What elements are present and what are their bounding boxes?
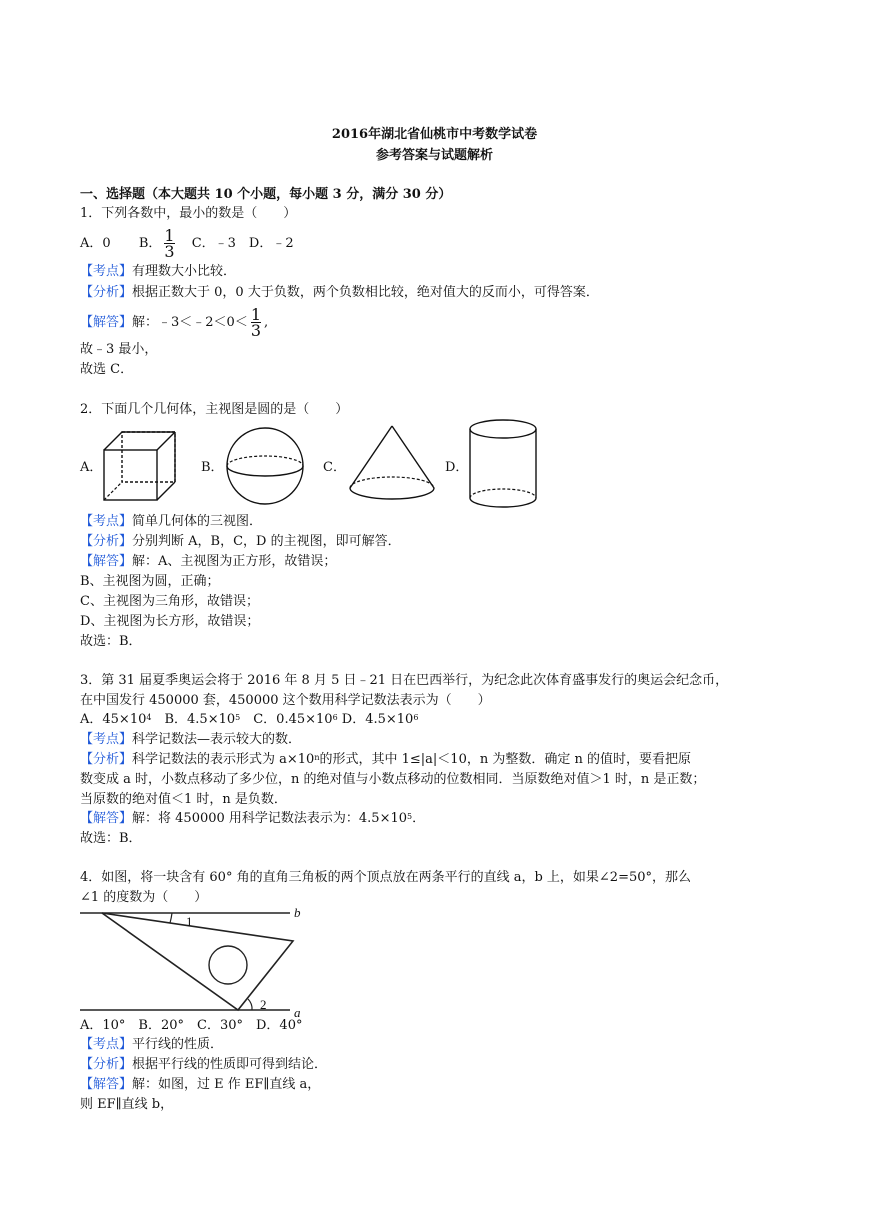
q3-answer xyxy=(80,810,425,828)
q1-option-a: A．0 xyxy=(80,236,111,251)
q3-analysis-line2: 数变成 a 时，小数点移动了多少位，n 的绝对值与小数点移动的位数相同．当原数绝对值＞1 时，n 是正数； xyxy=(80,772,706,787)
ruler-hole xyxy=(209,946,247,984)
q1-answer-fraction xyxy=(250,305,262,340)
q1-answer xyxy=(80,307,268,339)
q3-exp-d: 6 xyxy=(413,713,419,722)
q4-stem-line1: 4．如图，将一块含有 60° 角的直角三角板的两个顶点放在两条平行的直线 a，b 上，如果∠2=50°，那么 xyxy=(80,870,692,885)
point-tag: 【考点】 xyxy=(80,264,133,279)
q3-option-d: D．4.5×10 xyxy=(337,712,414,727)
q1-line3: 故选 C． xyxy=(80,362,134,377)
analysis-tag: 【分析】 xyxy=(80,534,133,549)
q4-analysis-text: 根据平行线的性质即可得到结论． xyxy=(132,1057,328,1072)
q3-option-c: C．0.45×10 xyxy=(240,712,333,727)
q3-stem-line1: 3．第 31 届夏季奥运会将于 2016 年 8 月 5 日﹣21 日在巴西举行，为纪念此次体育盛事发行的奥运会纪念币， xyxy=(80,673,729,688)
q3-answer-text: 解：将 450000 用科学记数法表示为：4.5×10 xyxy=(132,811,408,826)
triangle-ruler-figure xyxy=(80,905,310,1020)
angle-1-label: 1 xyxy=(186,914,193,929)
cone-figure xyxy=(347,424,437,504)
analysis-tag: 【分析】 xyxy=(80,285,133,300)
angle-2-label: 2 xyxy=(260,997,267,1012)
q3-answer-end: ． xyxy=(412,811,426,826)
q3-option-a: A．45×10 xyxy=(80,712,147,727)
q2-point-text: 简单几何体的三视图． xyxy=(132,514,263,529)
q1-answer-comma: , xyxy=(264,315,269,330)
q3-options xyxy=(80,711,418,729)
q3-exp-c: 6 xyxy=(332,713,338,722)
q3-analysis-text-cont: 的形式，其中 1≤|a|＜10，n 为整数．确定 n 的值时，要看把原 xyxy=(319,752,691,767)
q1-point-text: 有理数大小比较． xyxy=(132,264,237,279)
q2-analysis-text: 分别判断 A，B，C，D 的主视图，即可解答． xyxy=(132,534,401,549)
q3-exp-b: 5 xyxy=(235,713,241,722)
q1-answer-text: 解：﹣3＜﹣2＜0＜ xyxy=(132,315,248,330)
q1-option-b: B． xyxy=(138,236,162,251)
q1-point xyxy=(80,263,236,281)
q2-line-d: D、主视图为长方形，故错误； xyxy=(80,614,260,629)
q4-answer xyxy=(80,1076,320,1094)
q2-label-b: B． xyxy=(201,460,224,475)
q2-line-c: C、主视图为三角形，故错误； xyxy=(80,594,259,609)
q2-answer xyxy=(80,553,336,571)
answer-tag: 【解答】 xyxy=(80,811,133,826)
q4-point-text: 平行线的性质． xyxy=(132,1037,224,1052)
q3-analysis-text: 科学记数法的表示形式为 a×10 xyxy=(132,752,315,767)
q3-option-b: B．4.5×10 xyxy=(151,712,236,727)
answer-tag: 【解答】 xyxy=(80,1077,133,1092)
q3-conclusion: 故选：B． xyxy=(80,831,142,846)
analysis-tag: 【分析】 xyxy=(80,752,133,767)
q1-fraction xyxy=(164,226,175,261)
q1-analysis-text: 根据正数大于 0，0 大于负数，两个负数相比较，绝对值大的反而小，可得答案． xyxy=(132,285,599,300)
q2-line-b: B、主视图为圆，正确； xyxy=(80,574,220,589)
document-title: 2016年湖北省仙桃市中考数学试卷 xyxy=(331,127,538,142)
q3-analysis-exp: n xyxy=(314,753,320,762)
q1-stem: 1．下列各数中，最小的数是（ ） xyxy=(80,206,297,221)
q3-analysis-line3: 当原数的绝对值＜1 时，n 是负数． xyxy=(80,792,287,807)
q1-options xyxy=(80,228,294,260)
frac-denominator: 3 xyxy=(250,321,262,340)
q2-label-d: D． xyxy=(445,460,469,475)
q4-answer-text: 解：如图，过 E 作 EF∥直线 a， xyxy=(132,1077,321,1092)
q1-line2: 故﹣3 最小， xyxy=(80,342,158,357)
q2-analysis xyxy=(80,533,401,551)
q4-line2: 则 EF∥直线 b， xyxy=(80,1097,174,1112)
q2-label-a: A． xyxy=(80,460,103,475)
q4-point xyxy=(80,1036,223,1054)
q1-option-cd: C．﹣3 D．﹣2 xyxy=(191,236,294,251)
q4-analysis xyxy=(80,1056,327,1074)
document-subtitle: 参考答案与试题解析 xyxy=(375,148,493,163)
answer-tag: 【解答】 xyxy=(80,554,133,569)
frac-denominator: 3 xyxy=(164,242,175,261)
q2-answer-text: 解：A、主视图为正方形，故错误； xyxy=(132,554,337,569)
point-tag: 【考点】 xyxy=(80,732,133,747)
frac-numerator: 1 xyxy=(164,226,175,245)
cube-figure xyxy=(100,428,180,503)
q3-answer-exp: 5 xyxy=(407,812,413,821)
q2-stem: 2．下面几个几何体，主视图是圆的是（ ） xyxy=(80,402,349,417)
line-a-label: a xyxy=(294,1005,301,1020)
q3-exp-a: 4 xyxy=(146,713,152,722)
cylinder-figure xyxy=(468,418,540,510)
line-b-label: b xyxy=(294,905,301,920)
q2-point xyxy=(80,513,262,531)
q3-analysis xyxy=(80,751,691,769)
answer-tag: 【解答】 xyxy=(80,315,133,330)
q3-point-text: 科学记数法—表示较大的数． xyxy=(132,732,302,747)
sphere-figure xyxy=(225,426,307,508)
q4-options: A．10° B．20° C．30° D．40° xyxy=(80,1018,303,1033)
q4-stem-line2: ∠1 的度数为（ ） xyxy=(80,890,208,905)
q3-point xyxy=(80,731,301,749)
analysis-tag: 【分析】 xyxy=(80,1057,133,1072)
section-heading: 一、选择题（本大题共 10 个小题，每小题 3 分，满分 30 分） xyxy=(80,187,452,202)
q2-conclusion: 故选：B． xyxy=(80,634,142,649)
frac-numerator: 1 xyxy=(250,305,262,324)
q1-analysis xyxy=(80,284,599,302)
q3-stem-line2: 在中国发行 450000 套，450000 这个数用科学记数法表示为（ ） xyxy=(80,693,491,708)
q2-label-c: C． xyxy=(323,460,346,475)
point-tag: 【考点】 xyxy=(80,514,133,529)
triangle-ruler xyxy=(102,913,293,1010)
point-tag: 【考点】 xyxy=(80,1037,133,1052)
